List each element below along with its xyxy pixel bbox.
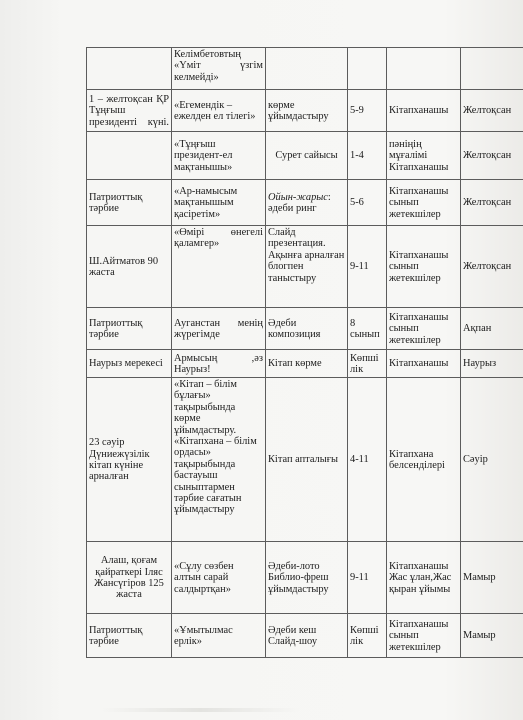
table-cell-title: «Ар-намысым мақтанышым қасіретім» [172,180,266,226]
table-cell-form [266,48,348,90]
table-cell-title: «Тұңғыш президент-ел мақтанышы» [172,132,266,180]
table-cell-title: Келімбетовтың «Үміт үзгім келмейді» [172,48,266,90]
table-cell-responsible [387,48,461,90]
table-cell-responsible: Кітапханашы сынып жетекшілер [387,180,461,226]
table-cell-title: «Кітап – білім бұлағы» тақырыбында көрме ұйымдастыру. «Кітапхана – білім ордасы» тақырыбында бастауыш сыныптармен тәрбие сағатын ұйымдастыру [172,378,266,542]
table-cell-title: «Сұлу сөзбен алтын сарай салдыртқан» [172,542,266,614]
table-cell-form: көрме ұйымдастыру [266,90,348,132]
table-cell-grade: Көпші лік [348,614,387,658]
table-cell-month: Сәуір [461,378,523,542]
table-row [87,132,523,180]
table-row [87,378,523,542]
table-row [87,350,523,378]
table-cell-responsible: Кітапханашы сынып жетекшілер [387,308,461,350]
table-cell-responsible: Кітапханашы [387,90,461,132]
table-cell-form: Әдеби композиция [266,308,348,350]
table-cell-title: «Егемендік – ежелден ел тілегі» [172,90,266,132]
table-cell-grade: 9-11 [348,226,387,308]
table-cell-grade [348,48,387,90]
table-row [87,180,523,226]
table-cell-month: Мамыр [461,614,523,658]
table-cell-event: Алаш, қоғам қайраткері Іляс Жансүгіров 125 жаста [87,542,172,614]
table-cell-month: Желтоқсан [461,180,523,226]
table-cell-month: Желтоқсан [461,90,523,132]
table-cell-month: Желтоқсан [461,226,523,308]
table-cell-grade: 1-4 [348,132,387,180]
table-cell-form: Кітап апталығы [266,378,348,542]
table-cell-title: Армысың ,әз Наурыз! [172,350,266,378]
table-cell-event: Патриоттық тәрбие [87,308,172,350]
table-cell-responsible: Кітапханашы Жас ұлан,Жас қыран ұйымы [387,542,461,614]
table-cell-grade: 5-6 [348,180,387,226]
table-cell-event: Ш.Айтматов 90 жаста [87,226,172,308]
table-cell-month: Наурыз [461,350,523,378]
table-cell-responsible: пәніңің мұғалімі Кітапханашы [387,132,461,180]
table-cell-event: 23 сәуір Дүниежүзілік кітап күніне арналған [87,378,172,542]
table-cell-event: 1 – желтоқсан ҚР Тұңғыш президенті күні. [87,90,172,132]
table-cell-grade: 4-11 [348,378,387,542]
table-cell-responsible: Кітапханашы [387,350,461,378]
table-cell-form: Ойын-жарыс: әдеби ринг [266,180,348,226]
table-cell-responsible: Кітапханашы сынып жетекшілер [387,614,461,658]
table-cell-form: Әдеби кеш Слайд-шоу [266,614,348,658]
form-type-italic: Ойын-жарыс [268,191,328,203]
table-cell-responsible: Кітапханашы сынып жетекшілер [387,226,461,308]
table-row [87,48,523,90]
table-cell-grade: Көпші лік [348,350,387,378]
table-cell-event: Наурыз мерекесі [87,350,172,378]
table-cell-event [87,48,172,90]
table-cell-month: Желтоқсан [461,132,523,180]
table-cell-title: Ауганстан менің жүрегімде [172,308,266,350]
table-cell-form: Әдеби-лото Библио-фреш ұйымдастыру [266,542,348,614]
table-cell-event: Патриоттық тәрбие [87,614,172,658]
event-plan-table [86,47,523,658]
table-row [87,542,523,614]
table-row [87,614,523,658]
scan-smudge [100,708,300,712]
table-cell-form: Слайд презентация. Ақынға арналған блогпен таныстыру [266,226,348,308]
table-cell-event [87,132,172,180]
table-cell-grade: 8 сынып [348,308,387,350]
table-cell-event: Патриоттық тәрбие [87,180,172,226]
table-cell-grade: 5-9 [348,90,387,132]
table-cell-title: «Ұмытылмас ерлік» [172,614,266,658]
table-row [87,308,523,350]
table-cell-form: Сурет сайысы [266,132,348,180]
table-row [87,226,523,308]
table-cell-month [461,48,523,90]
table-cell-form: Кітап көрме [266,350,348,378]
table-cell-month: Ақпан [461,308,523,350]
table-cell-month: Мамыр [461,542,523,614]
table-cell-grade: 9-11 [348,542,387,614]
table-cell-title: «Өмірі өнегелі қаламгер» [172,226,266,308]
table-cell-responsible: Кітапхана белсенділері [387,378,461,542]
table-row [87,90,523,132]
